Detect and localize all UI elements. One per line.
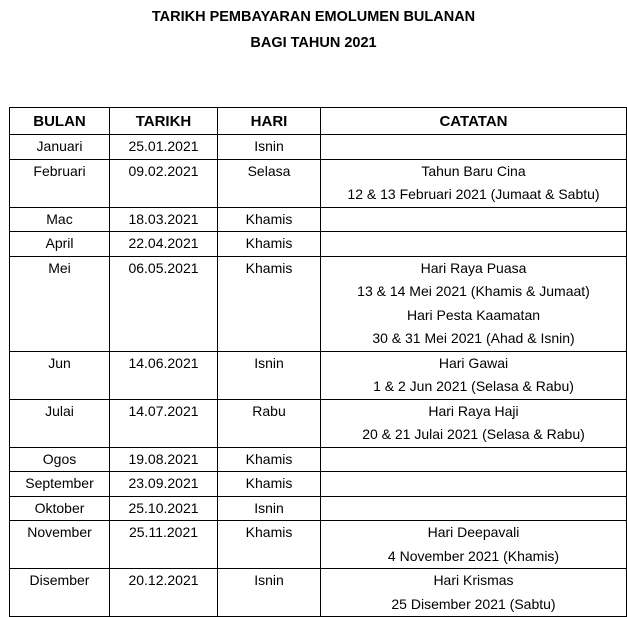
catatan-line: Tahun Baru Cina [421, 162, 526, 179]
cell-tarikh: 25.01.2021 [110, 135, 218, 160]
cell-tarikh: 18.03.2021 [110, 207, 218, 232]
header-hari: HARI [218, 108, 321, 135]
cell-bulan: April [10, 232, 110, 257]
cell-catatan [321, 399, 627, 447]
catatan-line: 25 Disember 2021 (Sabtu) [391, 595, 556, 612]
cell-hari: Isnin [218, 496, 321, 521]
cell-bulan: November [10, 521, 110, 569]
cell-catatan [321, 207, 627, 232]
cell-hari: Khamis [218, 521, 321, 569]
document-title: TARIKH PEMBAYARAN EMOLUMEN BULANAN [151, 9, 476, 25]
table-row [10, 496, 627, 521]
cell-tarikh: 23.09.2021 [110, 472, 218, 497]
table-row [10, 256, 627, 351]
table-header-row [10, 108, 627, 135]
cell-bulan: Mac [10, 207, 110, 232]
cell-catatan [321, 447, 627, 472]
header-tarikh: TARIKH [110, 108, 218, 135]
cell-tarikh: 14.06.2021 [110, 351, 218, 399]
table-body [10, 135, 627, 617]
catatan-line: 30 & 31 Mei 2021 (Ahad & Isnin) [372, 330, 575, 346]
cell-tarikh: 09.02.2021 [110, 159, 218, 207]
catatan-line: Hari Raya Haji [428, 402, 519, 419]
document-subtitle: BAGI TAHUN 2021 [250, 35, 377, 51]
catatan-line: 4 November 2021 (Khamis) [387, 547, 560, 564]
cell-bulan: Ogos [10, 447, 110, 472]
table-row [10, 569, 627, 617]
cell-bulan: Oktober [10, 496, 110, 521]
table-row [10, 135, 627, 160]
cell-bulan: Januari [10, 135, 110, 160]
table-row [10, 351, 627, 399]
cell-bulan: Disember [10, 569, 110, 617]
cell-hari: Khamis [218, 472, 321, 497]
catatan-line: Hari Raya Puasa [420, 259, 527, 276]
cell-catatan [321, 232, 627, 257]
catatan-line: Hari Gawai [438, 354, 509, 371]
catatan-line: 13 & 14 Mei 2021 (Khamis & Jumaat) [357, 283, 590, 299]
catatan-line: Hari Krismas [433, 572, 514, 588]
table-row [10, 447, 627, 472]
cell-hari: Isnin [218, 351, 321, 399]
cell-hari: Isnin [218, 135, 321, 160]
cell-tarikh: 20.12.2021 [110, 569, 218, 617]
table-row [10, 399, 627, 447]
catatan-line: Hari Deepavali [427, 524, 520, 540]
cell-catatan [321, 521, 627, 569]
header-bulan: BULAN [10, 108, 110, 135]
cell-catatan [321, 496, 627, 521]
cell-hari: Rabu [218, 399, 321, 447]
cell-bulan: Julai [10, 399, 110, 447]
table-row [10, 472, 627, 497]
cell-hari: Khamis [218, 447, 321, 472]
cell-hari: Isnin [218, 569, 321, 617]
cell-catatan [321, 351, 627, 399]
cell-catatan [321, 472, 627, 497]
cell-tarikh: 06.05.2021 [110, 256, 218, 351]
catatan-line: 20 & 21 Julai 2021 (Selasa & Rabu) [362, 426, 585, 442]
table-row [10, 232, 627, 257]
header-catatan: CATATAN [321, 108, 627, 135]
catatan-line: Hari Pesta Kaamatan [406, 306, 541, 323]
cell-bulan: Februari [10, 159, 110, 207]
cell-tarikh: 25.11.2021 [110, 521, 218, 569]
cell-hari: Khamis [218, 256, 321, 351]
table-row [10, 207, 627, 232]
payment-schedule-table [9, 107, 627, 617]
cell-catatan [321, 256, 627, 351]
cell-catatan [321, 569, 627, 617]
cell-hari: Khamis [218, 207, 321, 232]
table-row [10, 521, 627, 569]
cell-catatan [321, 135, 627, 160]
catatan-line: 12 & 13 Februari 2021 (Jumaat & Sabtu) [347, 186, 600, 202]
cell-catatan [321, 159, 627, 207]
cell-hari: Khamis [218, 232, 321, 257]
catatan-line: 1 & 2 Jun 2021 (Selasa & Rabu) [373, 378, 574, 394]
cell-bulan: Jun [10, 351, 110, 399]
table-row [10, 159, 627, 207]
cell-bulan: September [10, 472, 110, 497]
cell-bulan: Mei [10, 256, 110, 351]
cell-tarikh: 25.10.2021 [110, 496, 218, 521]
cell-tarikh: 22.04.2021 [110, 232, 218, 257]
cell-hari: Selasa [218, 159, 321, 207]
cell-tarikh: 14.07.2021 [110, 399, 218, 447]
cell-tarikh: 19.08.2021 [110, 447, 218, 472]
